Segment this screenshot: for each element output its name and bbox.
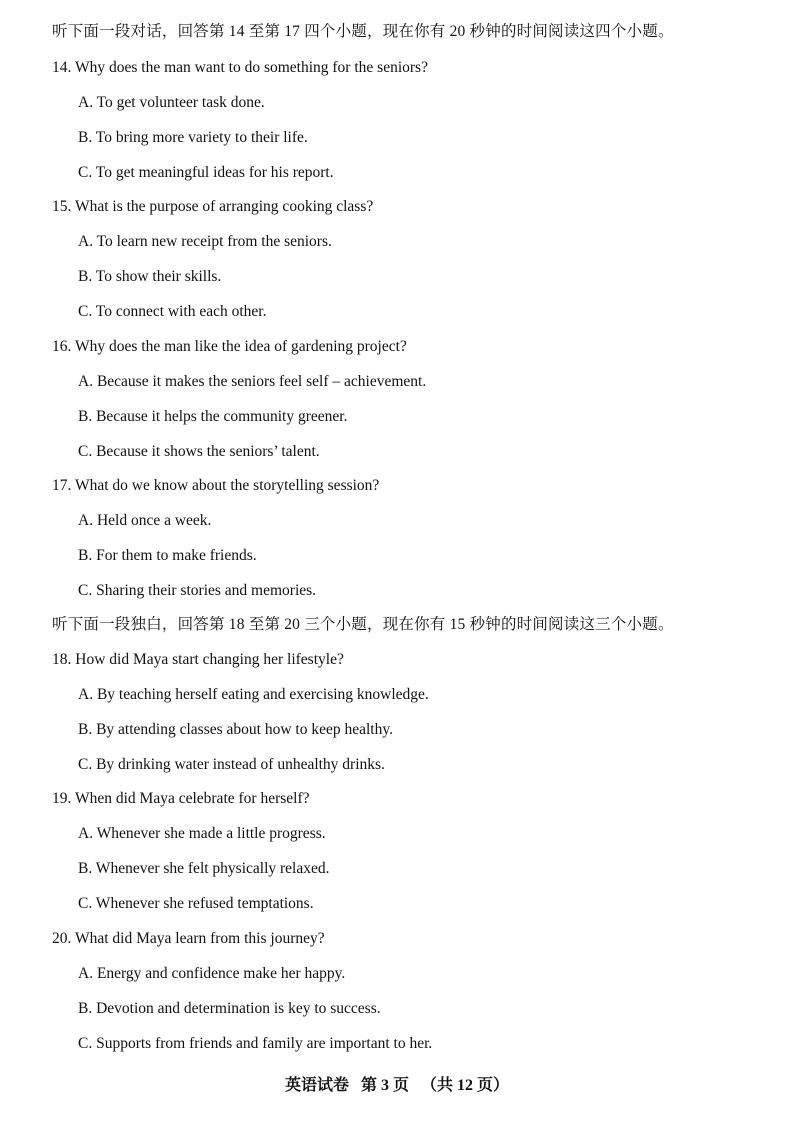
answer-option: C. By drinking water instead of unhealthy drinks. [78,756,385,773]
answer-option: A. Because it makes the seniors feel self – achievement. [78,373,427,390]
question-stem: 15. What is the purpose of arranging cooking class? [52,198,374,215]
answer-option: B. Because it helps the community greener. [78,408,348,425]
answer-option: C. Sharing their stories and memories. [78,582,317,599]
answer-option: A. Held once a week. [78,512,212,529]
answer-option: C. Supports from friends and family are important to her. [78,1035,433,1052]
question-stem: 17. What do we know about the storytelling session? [52,477,380,494]
page-footer: 英语试卷 第 3 页 （共 12 页） [284,1077,509,1094]
answer-option: B. For them to make friends. [78,547,257,564]
answer-option: A. To get volunteer task done. [78,94,265,111]
question-stem: 18. How did Maya start changing her lifestyle? [52,651,344,668]
answer-option: C. To get meaningful ideas for his report. [78,164,334,181]
answer-option: B. Whenever she felt physically relaxed. [78,860,330,877]
answer-option: C. Whenever she refused temptations. [78,895,314,912]
section-instruction: 听下面一段独白，回答第 18 至第 20 三个小题，现在你有 15 秒钟的时间阅读这三个小题。 [52,616,674,633]
answer-option: B. Devotion and determination is key to success. [78,1000,381,1017]
answer-option: A. By teaching herself eating and exercising knowledge. [78,686,429,703]
question-stem: 14. Why does the man want to do something for the seniors? [52,59,428,76]
answer-option: C. Because it shows the seniors’ talent. [78,443,320,460]
answer-option: B. To bring more variety to their life. [78,129,308,146]
answer-option: C. To connect with each other. [78,303,267,320]
question-stem: 19. When did Maya celebrate for herself? [52,790,310,807]
answer-option: A. Whenever she made a little progress. [78,825,326,842]
answer-option: A. To learn new receipt from the seniors. [78,233,332,250]
answer-option: B. To show their skills. [78,268,222,285]
answer-option: A. Energy and confidence make her happy. [78,965,346,982]
question-stem: 16. Why does the man like the idea of gardening project? [52,338,407,355]
answer-option: B. By attending classes about how to keep healthy. [78,721,393,738]
question-stem: 20. What did Maya learn from this journey? [52,930,325,947]
section-instruction: 听下面一段对话，回答第 14 至第 17 四个小题，现在你有 20 秒钟的时间阅读这四个小题。 [52,23,674,40]
